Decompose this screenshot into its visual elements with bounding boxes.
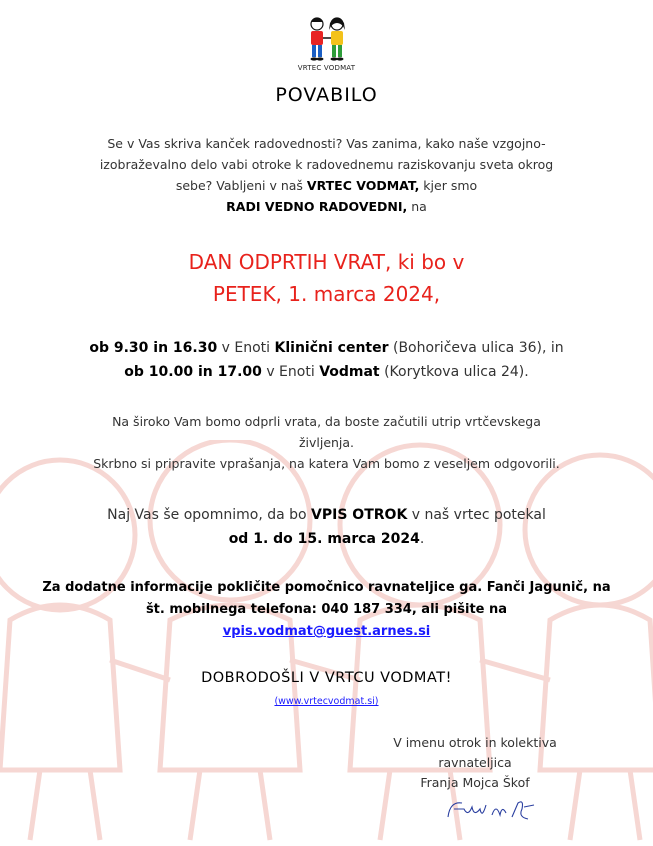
contact-line-1: Za dodatne informacije pokličite pomočnico ravnateljice ga. Fanči Jagunič, na: [42, 580, 611, 595]
location-clinical-center: ob 9.30 in 16.30 v Enoti Klinični center (Bohoričeva ulica 36), in: [89, 340, 564, 356]
website-link[interactable]: (www.vrtecvodmat.si): [274, 696, 379, 707]
signature-block: [375, 733, 575, 793]
signature-line-1: V imenu otrok in kolektiva: [393, 735, 557, 750]
logo-text: VRTEC VODMAT: [297, 64, 356, 72]
event-line-2: PETEK, 1. marca 2024,: [212, 282, 441, 306]
locations: [0, 336, 653, 384]
body-line-3: Skrbno si pripravite vprašanja, na katera Vam bomo z veseljem odgovorili.: [93, 456, 560, 471]
enrollment-notice: [0, 503, 653, 551]
intro-line-2: izobraževalno delo vabi otroke k radovednemu raziskovanju sveta okrog: [99, 157, 554, 172]
motto: RADI VEDNO RADOVEDNI,: [226, 199, 408, 214]
website-line: [0, 696, 653, 707]
kindergarten-name: VRTEC VODMAT,: [306, 178, 420, 193]
intro-line-3: sebe? Vabljeni v naš VRTEC VODMAT, kjer smo: [175, 178, 478, 193]
event-headline: [0, 246, 653, 310]
location-vodmat: ob 10.00 in 17.00 v Enoti Vodmat (Korytkova ulica 24).: [124, 364, 529, 380]
page-title: POVABILO: [275, 84, 378, 106]
enrollment-line-1: Naj Vas še opomnimo, da bo VPIS OTROK v naš vrtec potekal: [107, 507, 546, 523]
contact-line-2: št. mobilnega telefona: 040 187 334, ali pišite na: [145, 602, 508, 617]
body-paragraph: [0, 411, 653, 474]
body-line-2: življenja.: [298, 435, 355, 450]
children-holding-hands-icon: [303, 14, 351, 64]
event-line-1: DAN ODPRTIH VRAT, ki bo v: [188, 250, 465, 274]
handwritten-signature: [440, 795, 540, 825]
intro-line-4: RADI VEDNO RADOVEDNI, na: [226, 199, 427, 214]
intro-paragraph: [0, 133, 653, 217]
contact-info: [0, 577, 653, 643]
body-line-1: Na široko Vam bomo odprli vrata, da boste začutili utrip vrtčevskega: [112, 414, 541, 429]
email-link[interactable]: vpis.vodmat@guest.arnes.si: [222, 624, 431, 639]
enrollment-dates: od 1. do 15. marca 2024.: [228, 531, 425, 547]
signature-name: Franja Mojca Škof: [420, 775, 530, 790]
intro-line-1: Se v Vas skriva kanček radovednosti? Vas zanima, kako naše vzgojno-: [107, 136, 546, 151]
signature-line-2: ravnateljica: [438, 755, 512, 770]
welcome-message: DOBRODOŠLI V VRTCU VODMAT!: [201, 670, 452, 686]
